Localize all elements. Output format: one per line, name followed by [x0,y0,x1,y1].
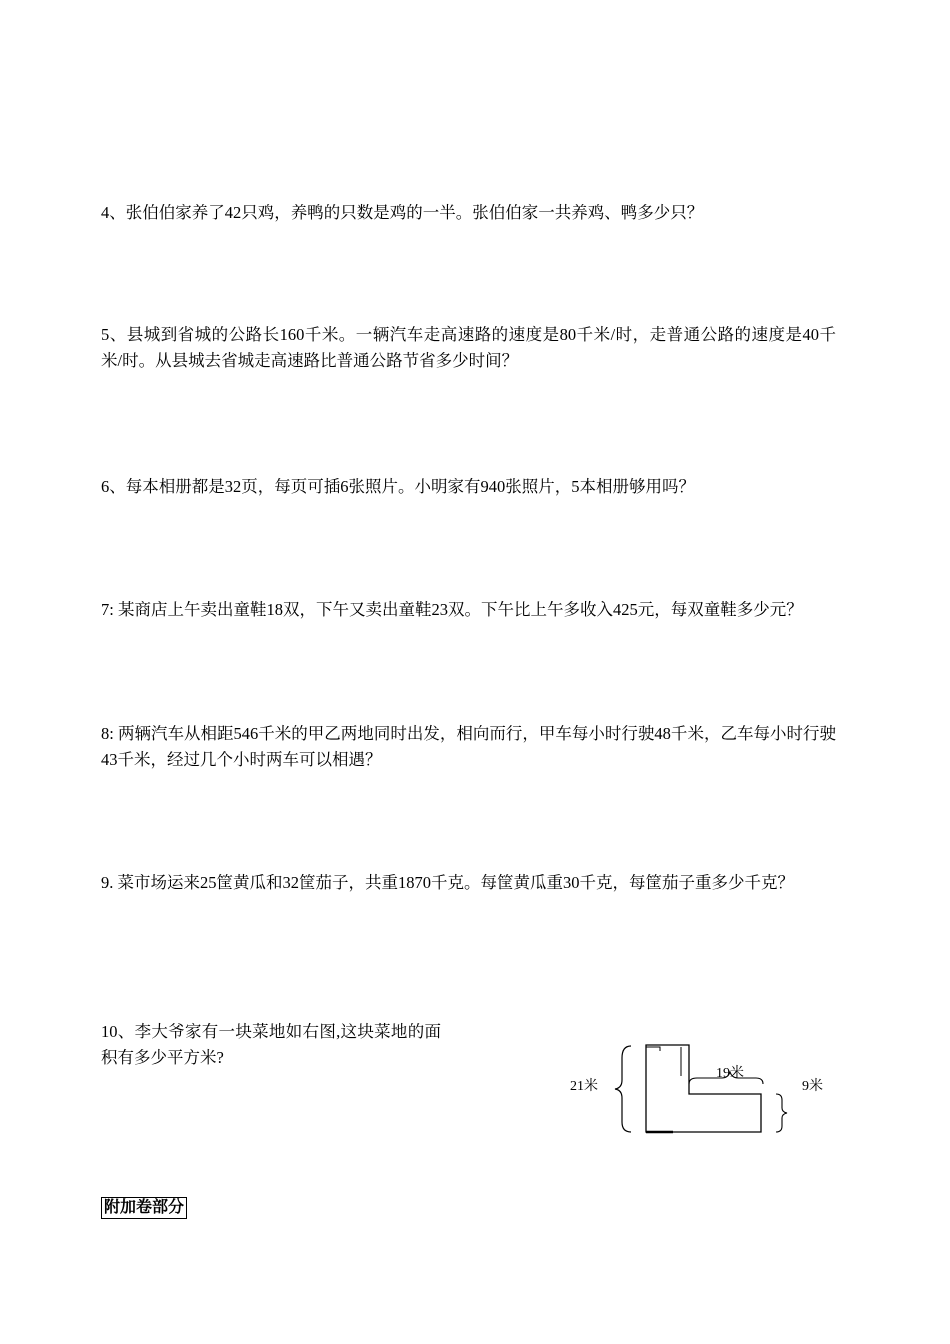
garden-figure [560,1036,850,1146]
problem-7: 7: 某商店上午卖出童鞋18双，下午又卖出童鞋23双。下午比上午多收入425元，每双童鞋多少元？ [101,600,803,619]
label-19m: 19米 [716,1066,744,1081]
label-9m: 9米 [802,1079,823,1094]
bracket-top-small [646,1047,660,1051]
problem-4: 4、张伯伯家养了42只鸡，养鸭的只数是鸡的一半。张伯伯家一共养鸡、鸭多少只？ [101,203,704,222]
problem-8: 8: 两辆汽车从相距546千米的甲乙两地同时出发，相向而行，甲车每小时行驶48千米，乙车每小时行驶43千米，经过几个小时两车可以相遇？ [101,724,836,769]
brace-right [776,1094,787,1132]
problem-5: 5、县城到省城的公路长160千米。一辆汽车走高速路的速度是80千米/时，走普通公路的速度是40千米/时。从县城去省城走高速路比普通公路节省多少时间？ [101,325,836,370]
extra-section-title: 附加卷部分 [101,1197,187,1219]
garden-outline [646,1045,761,1132]
problem-6: 6、每本相册都是32页，每页可插6张照片。小明家有940张照片，5本相册够用吗？ [101,477,695,496]
brace-left [615,1046,631,1132]
problem-9: 9. 菜市场运来25筐黄瓜和32筐茄子，共重1870千克。每筐黄瓜重30千克，每筐茄子重多少千克？ [101,873,794,892]
label-21m: 21米 [570,1079,598,1094]
garden-diagram [560,1036,850,1146]
problem-10: 10、李大爷家有一块菜地如右图,这块菜地的面积有多少平方米? [101,1022,441,1067]
